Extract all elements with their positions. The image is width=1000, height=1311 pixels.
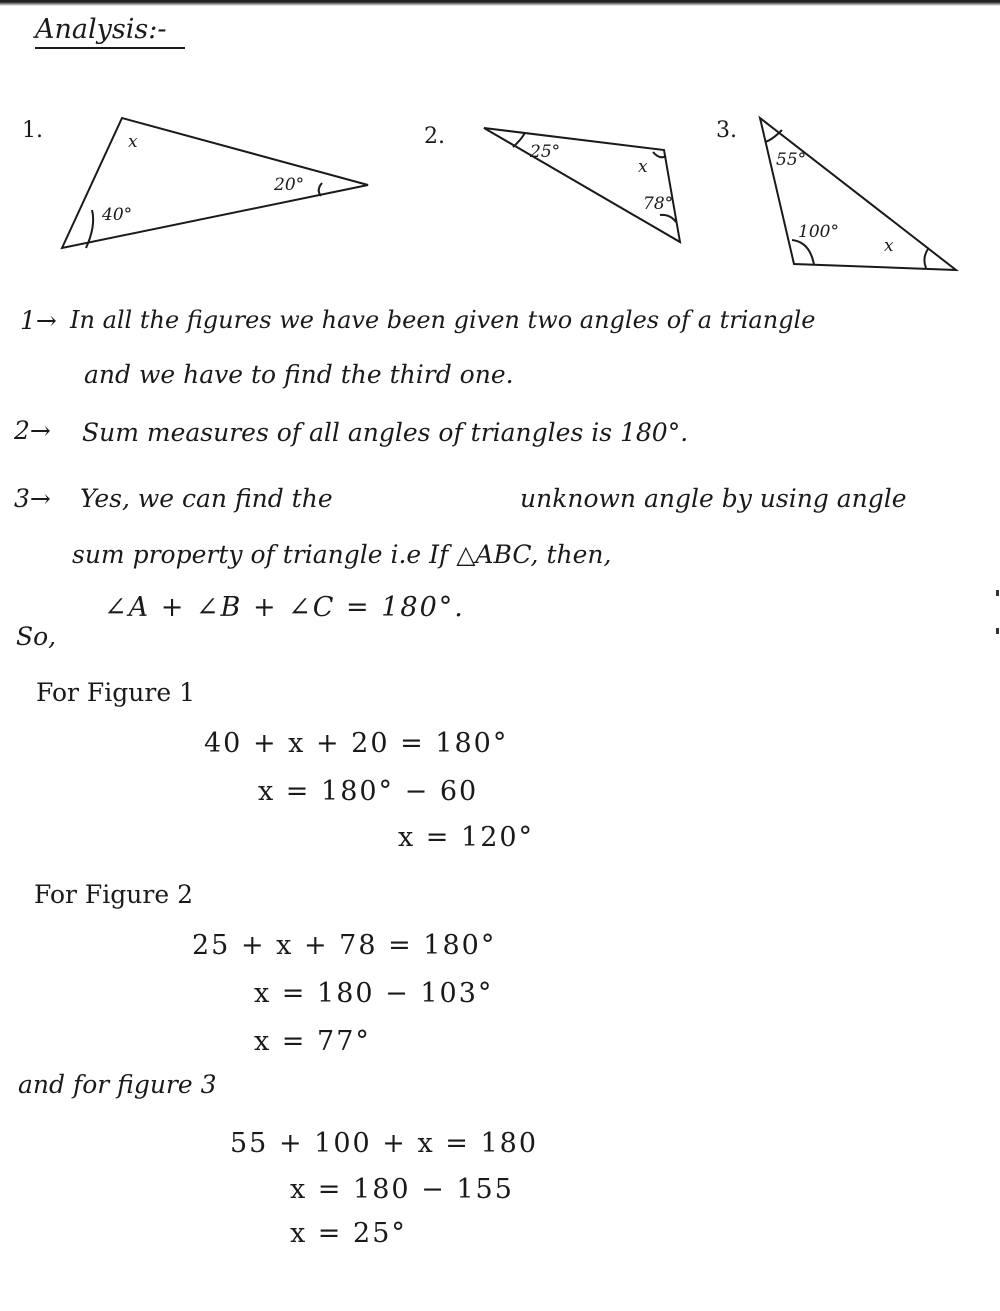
- triangle-2: [484, 128, 680, 242]
- figure-3-step-3: x = 25°: [290, 1218, 407, 1249]
- triangle-1: [62, 118, 368, 248]
- point-3-line-1: Yes, we can find the: [80, 484, 333, 513]
- figure-2-angle-left: 25°: [530, 142, 561, 162]
- figure-2-number: 2.: [424, 124, 445, 149]
- point-3-line-1b: unknown angle by using angle: [520, 484, 907, 513]
- figure-2-step-1: 25 + x + 78 = 180°: [192, 930, 497, 961]
- figure-2-angle-bottom: 78°: [643, 194, 674, 214]
- angle-arc-55: [765, 130, 782, 142]
- figure-2-step-3: x = 77°: [254, 1026, 371, 1057]
- point-1-line-2: and we have to find the third one.: [84, 360, 514, 389]
- figure-3-step-2: x = 180 − 155: [290, 1174, 514, 1205]
- angle-arc-78: [660, 215, 676, 222]
- point-2-line-1: Sum measures of all angles of triangles is 180°.: [82, 418, 689, 447]
- figure-1-step-1: 40 + x + 20 = 180°: [204, 728, 509, 759]
- point-3-line-2: sum property of triangle i.e If △ABC, then,: [72, 540, 612, 569]
- figure-1-angle-right: 20°: [274, 175, 305, 195]
- point-2-marker: 2→: [14, 416, 51, 445]
- edge-mark: [996, 590, 999, 596]
- figure-2-step-2: x = 180 − 103°: [254, 978, 494, 1009]
- angle-arc-x3: [924, 249, 928, 268]
- figure-1-step-3: x = 120°: [398, 822, 535, 853]
- page-title: Analysis:-: [35, 14, 167, 45]
- figure-3-number: 3.: [716, 118, 737, 143]
- figure-1-number: 1.: [22, 118, 43, 143]
- point-1-marker: 1→: [20, 306, 57, 335]
- triangle-3: [760, 118, 956, 270]
- figure-1-solution-label: For Figure 1: [36, 678, 195, 707]
- figure-3-angle-bottom-right: x: [884, 236, 894, 256]
- point-1-line-1: In all the figures we have been given two angles of a triangle: [70, 306, 816, 334]
- figure-3-angle-top: 55°: [776, 150, 807, 170]
- edge-mark: [996, 628, 999, 634]
- figure-3-solution-label: and for figure 3: [18, 1070, 217, 1099]
- triangle-figures: [0, 0, 1000, 300]
- angle-arc-25: [513, 133, 525, 147]
- figure-1-angle-left: 40°: [102, 205, 133, 225]
- angle-sum-formula: ∠A + ∠B + ∠C = 180°.: [104, 592, 465, 623]
- figure-2-angle-top-right: x: [638, 157, 648, 177]
- angle-arc-100: [792, 240, 814, 265]
- figure-3-angle-bottom-left: 100°: [798, 222, 839, 242]
- figure-1-step-2: x = 180° − 60: [258, 776, 479, 807]
- figure-2-solution-label: For Figure 2: [34, 880, 193, 909]
- figure-3-step-1: 55 + 100 + x = 180: [230, 1128, 539, 1159]
- figure-1-angle-top: x: [128, 132, 138, 152]
- so-label: So,: [16, 622, 57, 651]
- point-3-marker: 3→: [14, 484, 51, 513]
